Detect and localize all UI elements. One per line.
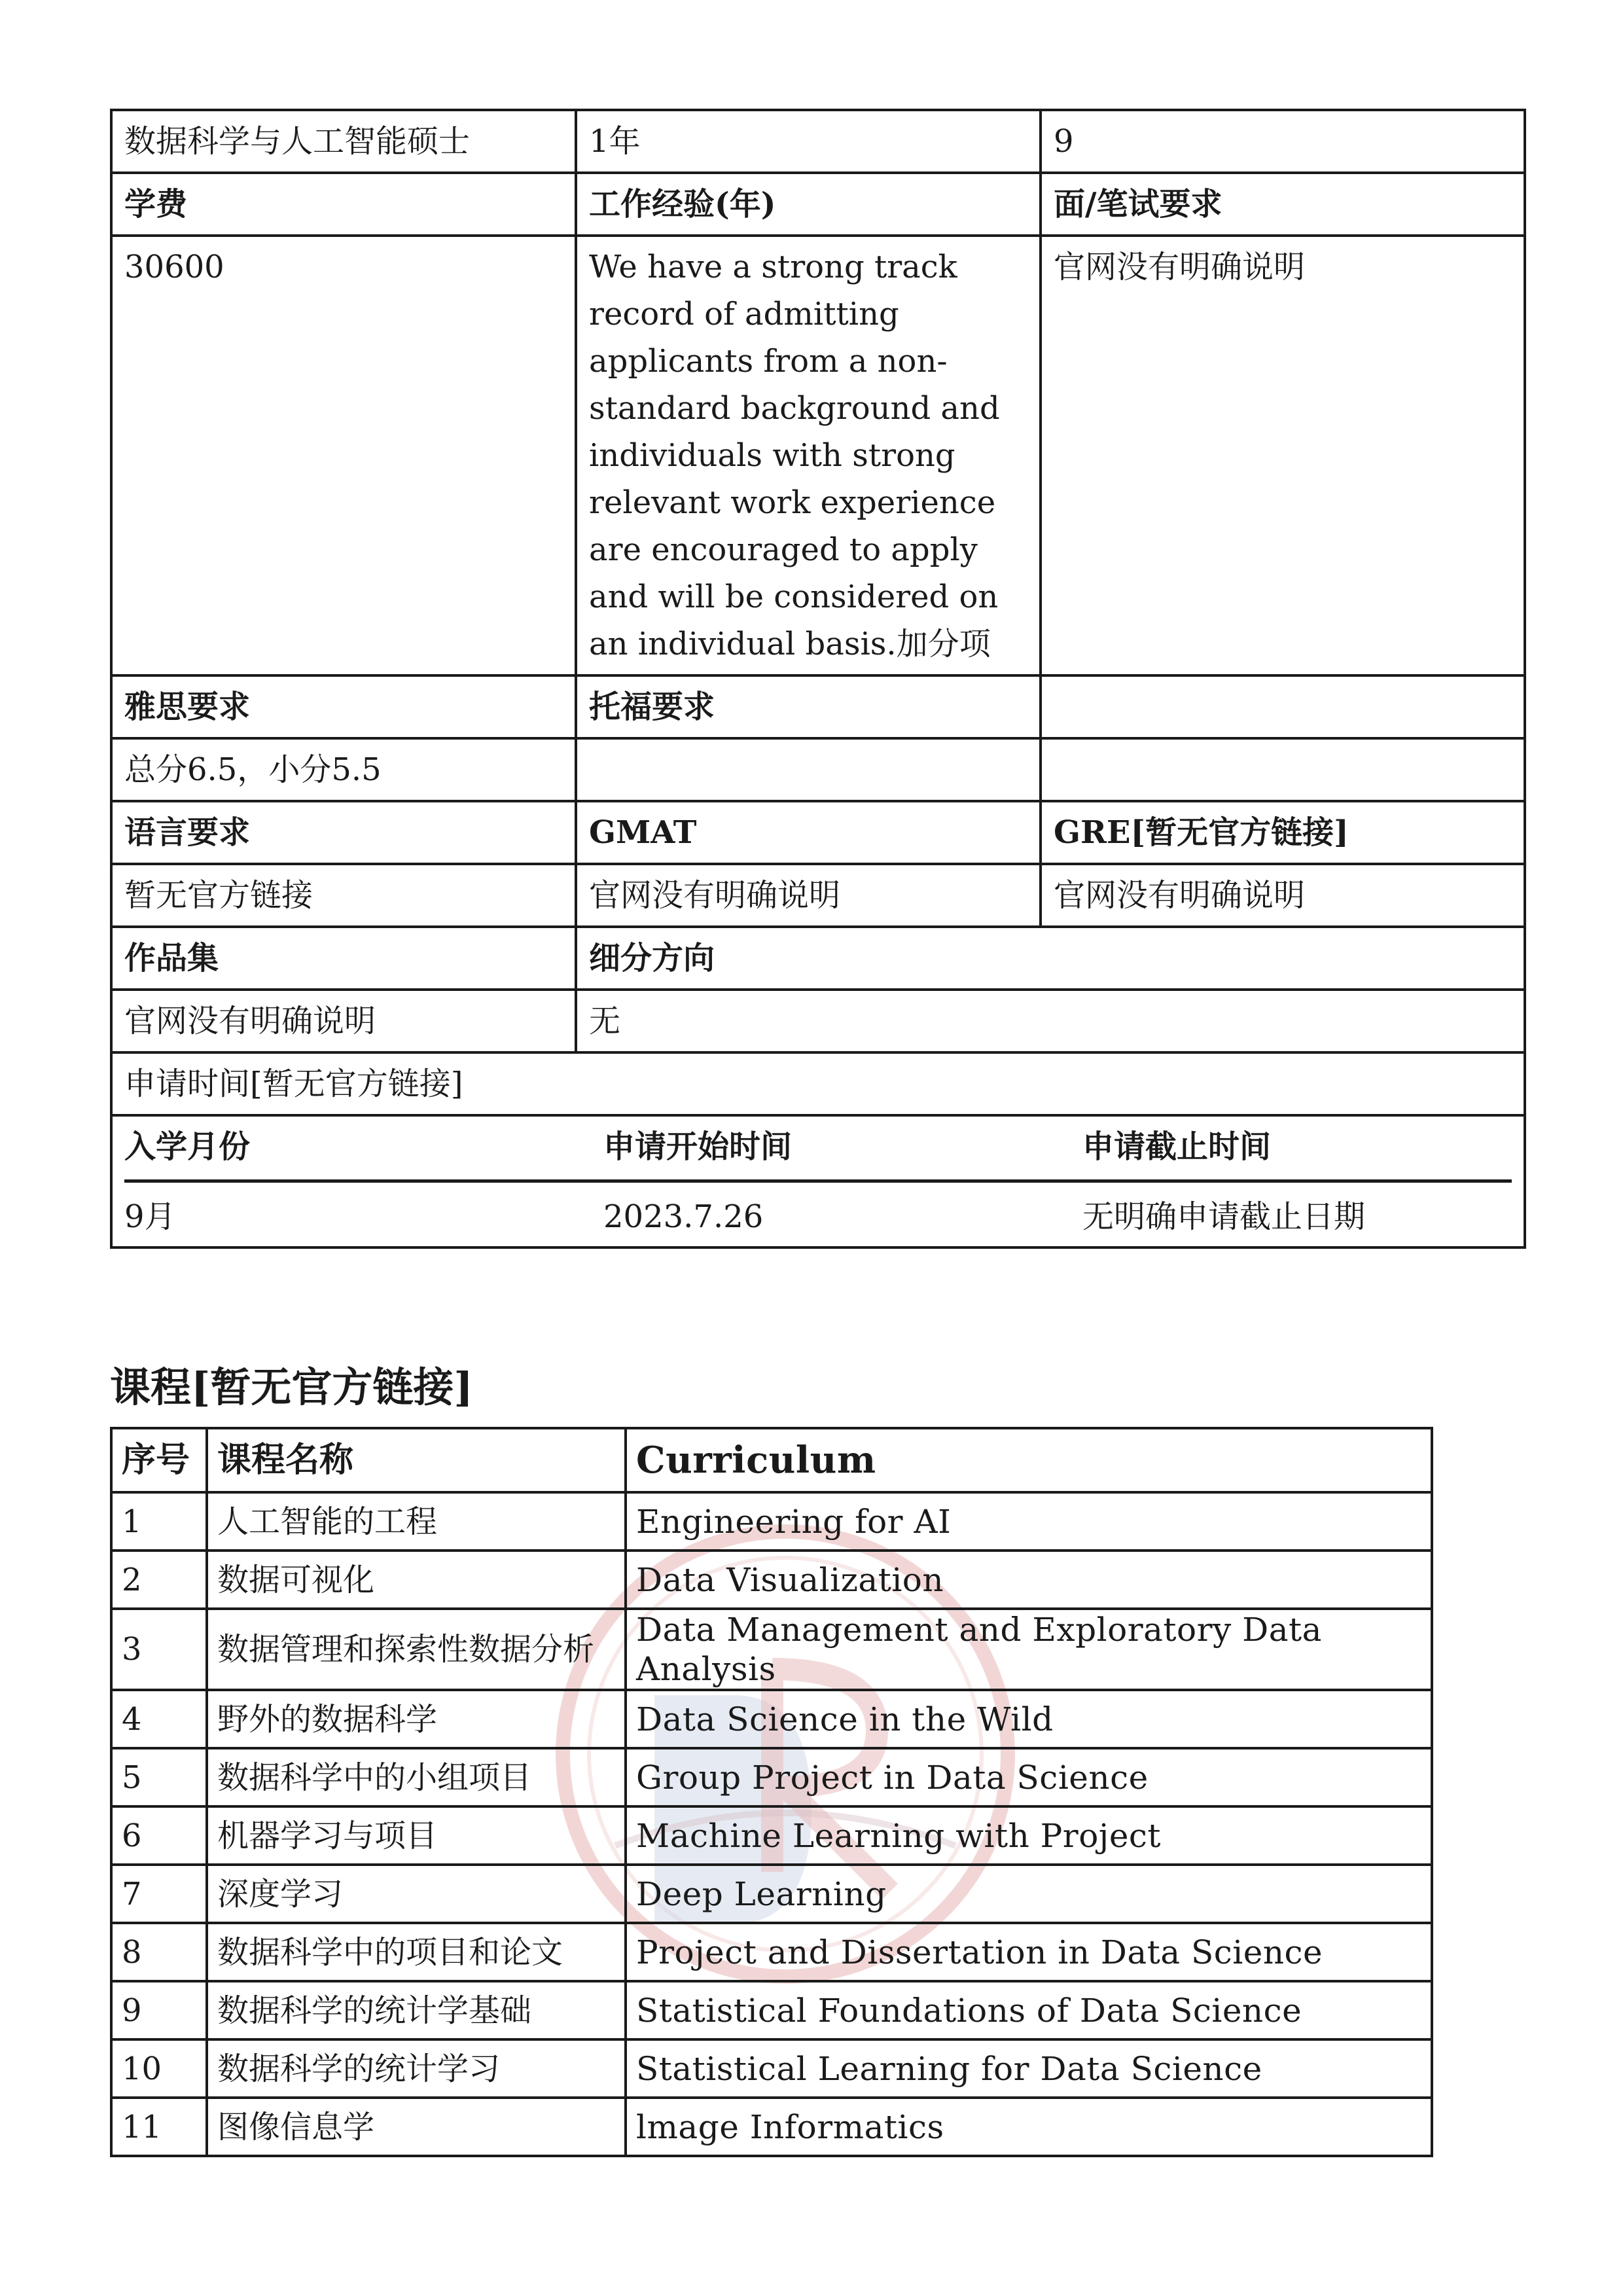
course-name: 图像信息学 [207, 2098, 626, 2156]
gmat-label: GMAT [576, 801, 1041, 864]
table-row [111, 1748, 1432, 1806]
courses-title: 课程[暂无官方链接] [110, 1363, 473, 1411]
course-no: 8 [111, 1923, 207, 1981]
tuition-value: 30600 [111, 236, 576, 675]
intake-month-value: 9月 [124, 1198, 176, 1235]
course-name-header: 课程名称 [207, 1428, 626, 1492]
course-en: Machine Learning with Project [626, 1806, 1432, 1865]
course-name: 机器学习与项目 [207, 1806, 626, 1865]
table-row [111, 2098, 1432, 2156]
course-name: 野外的数据科学 [207, 1690, 626, 1748]
curriculum-header: Curriculum [626, 1428, 1432, 1492]
course-name: 深度学习 [207, 1865, 626, 1923]
course-en: Engineering for AI [626, 1492, 1432, 1551]
course-no: 5 [111, 1748, 207, 1806]
language-value: 暂无官方链接 [111, 864, 576, 927]
course-no: 6 [111, 1806, 207, 1865]
portfolio-label: 作品集 [111, 927, 576, 990]
course-name: 数据可视化 [207, 1551, 626, 1609]
language-label: 语言要求 [111, 801, 576, 864]
gmat-value: 官网没有明确说明 [576, 864, 1041, 927]
interview-label: 面/笔试要求 [1041, 173, 1525, 236]
application-dates-table [124, 1117, 1512, 1242]
course-no: 7 [111, 1865, 207, 1923]
course-en: Statistical Learning for Data Science [626, 2039, 1432, 2098]
course-en: Deep Learning [626, 1865, 1432, 1923]
gre-label: GRE[暂无官方链接] [1041, 801, 1525, 864]
table-row [111, 2039, 1432, 2098]
ielts-value: 总分6.5，小分5.5 [111, 738, 576, 801]
course-no: 4 [111, 1690, 207, 1748]
course-name: 数据科学的统计学基础 [207, 1981, 626, 2039]
program-intake-size: 9 [1041, 110, 1525, 173]
tuition-label: 学费 [111, 173, 576, 236]
gre-value: 官网没有明确说明 [1041, 864, 1525, 927]
application-dates-cell [111, 1115, 1525, 1247]
course-en: Data Management and Exploratory Data Analysis [626, 1609, 1432, 1690]
specialization-label: 细分方向 [576, 927, 1525, 990]
course-no-header: 序号 [111, 1428, 207, 1492]
course-name: 人工智能的工程 [207, 1492, 626, 1551]
course-name: 数据管理和探索性数据分析 [207, 1609, 626, 1690]
toefl-label: 托福要求 [576, 675, 1041, 738]
course-no: 2 [111, 1551, 207, 1609]
portfolio-value: 官网没有明确说明 [111, 990, 576, 1052]
course-no: 11 [111, 2098, 207, 2156]
course-en: Data Visualization [626, 1551, 1432, 1609]
table-row [111, 1492, 1432, 1551]
table-row [111, 1981, 1432, 2039]
table-row [111, 1551, 1432, 1609]
table-row [111, 1609, 1432, 1690]
ielts-label: 雅思要求 [111, 675, 576, 738]
app-start-value: 2023.7.26 [603, 1198, 764, 1235]
course-no: 10 [111, 2039, 207, 2098]
program-name: 数据科学与人工智能硕士 [111, 110, 576, 173]
toefl-value [576, 738, 1041, 801]
application-time-label: 申请时间[暂无官方链接] [111, 1052, 1525, 1115]
table-row [111, 1923, 1432, 1981]
work-experience-value: We have a strong track record of admitting applicants from a non-standard background and individuals with strong relevant work experience are encouraged to apply and will be considered on an individual basis.加分项 [576, 236, 1041, 675]
intake-month-label: 入学月份 [124, 1117, 603, 1181]
course-name: 数据科学的统计学习 [207, 2039, 626, 2098]
empty-cell [1041, 738, 1525, 801]
specialization-value: 无 [576, 990, 1525, 1052]
program-duration: 1年 [576, 110, 1041, 173]
course-en: Group Project in Data Science [626, 1748, 1432, 1806]
course-en: Statistical Foundations of Data Science [626, 1981, 1432, 2039]
course-en: Data Science in the Wild [626, 1690, 1432, 1748]
course-table [110, 1427, 1433, 2157]
course-name: 数据科学中的小组项目 [207, 1748, 626, 1806]
course-name: 数据科学中的项目和论文 [207, 1923, 626, 1981]
course-no: 1 [111, 1492, 207, 1551]
interview-value: 官网没有明确说明 [1041, 236, 1525, 675]
course-no: 9 [111, 1981, 207, 2039]
table-row [111, 1865, 1432, 1923]
course-no: 3 [111, 1609, 207, 1690]
app-deadline-label: 申请截止时间 [1082, 1117, 1512, 1181]
empty-cell [1041, 675, 1525, 738]
course-en: lmage Informatics [626, 2098, 1432, 2156]
work-experience-label: 工作经验(年) [576, 173, 1041, 236]
app-deadline-value: 无明确申请截止日期 [1082, 1198, 1366, 1235]
course-en: Project and Dissertation in Data Science [626, 1923, 1432, 1981]
table-row [111, 1806, 1432, 1865]
table-row [111, 1690, 1432, 1748]
app-start-label: 申请开始时间 [603, 1117, 1082, 1181]
program-info-table [110, 109, 1526, 1249]
